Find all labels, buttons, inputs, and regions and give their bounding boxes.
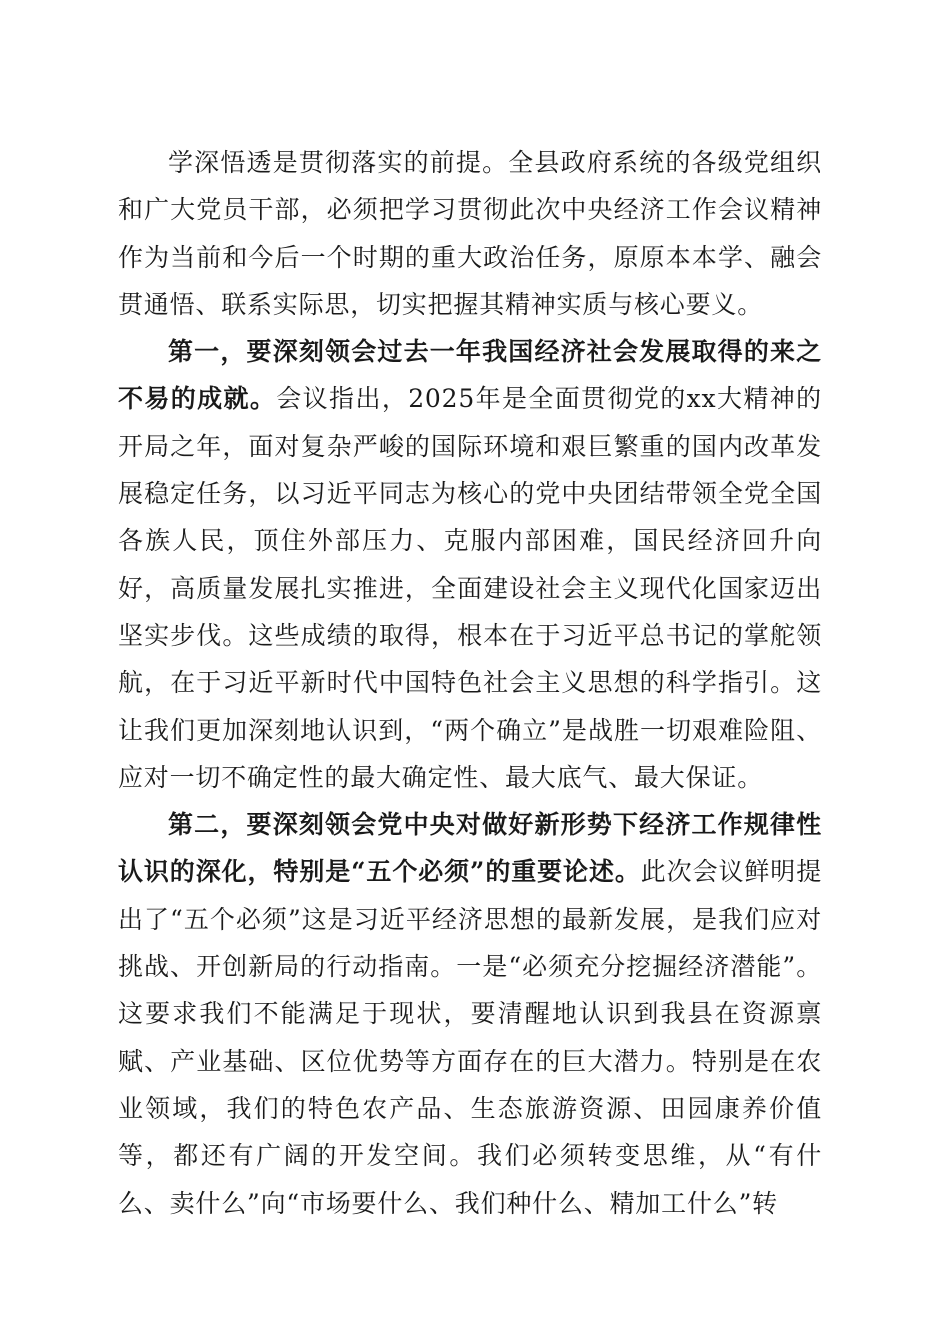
paragraph-first-point-heading: 第一，要深刻领会过去一年我国经济社会发展取得的来之不易的成就。 bbox=[118, 337, 822, 414]
paragraph-intro-text: 学深悟透是贯彻落实的前提。全县政府系统的各级党组织和广大党员干部，必须把学习贯彻此次中央经济工作会议精神作为当前和今后一个时期的重大政治任务，原原本本学、融会贯通悟、联系实际思，切实把握其精神实质与核心要义。 bbox=[118, 148, 822, 319]
paragraph-intro bbox=[118, 139, 822, 328]
paragraph-second-point bbox=[118, 801, 822, 1227]
paragraph-first-point bbox=[118, 328, 822, 801]
paragraph-second-point-text: 此次会议鲜明提出了“五个必须”这是习近平经济思想的最新发展，是我们应对挑战、开创新局的行动指南。一是“必须充分挖掘经济潜能”。这要求我们不能满足于现状，要清醒地认识到我县在资源禀赋、产业基础、区位优势等方面存在的巨大潜力。特别是在农业领域，我们的特色农产品、生态旅游资源、田园康养价值等，都还有广阔的开发空间。我们必须转变思维，从“有什么、卖什么”向“市场要什么、我们种什么、精加工什么”转 bbox=[118, 857, 822, 1218]
document-body bbox=[118, 139, 822, 1227]
paragraph-second-point-heading: 第二，要深刻领会党中央对做好新形势下经济工作规律性认识的深化，特别是“五个必须”的重要论述。 bbox=[118, 810, 822, 887]
paragraph-first-point-text: 会议指出，2025年是全面贯彻党的xx大精神的开局之年，面对复杂严峻的国际环境和艰巨繁重的国内改革发展稳定任务，以习近平同志为核心的党中央团结带领全党全国各族人民，顶住外部压力、克服内部困难，国民经济回升向好，高质量发展扎实推进，全面建设社会主义现代化国家迈出坚实步伐。这些成绩的取得，根本在于习近平总书记的掌舵领航，在于习近平新时代中国特色社会主义思想的科学指引。这让我们更加深刻地认识到，“两个确立”是战胜一切艰难险阻、应对一切不确定性的最大确定性、最大底气、最大保证。 bbox=[118, 384, 822, 792]
